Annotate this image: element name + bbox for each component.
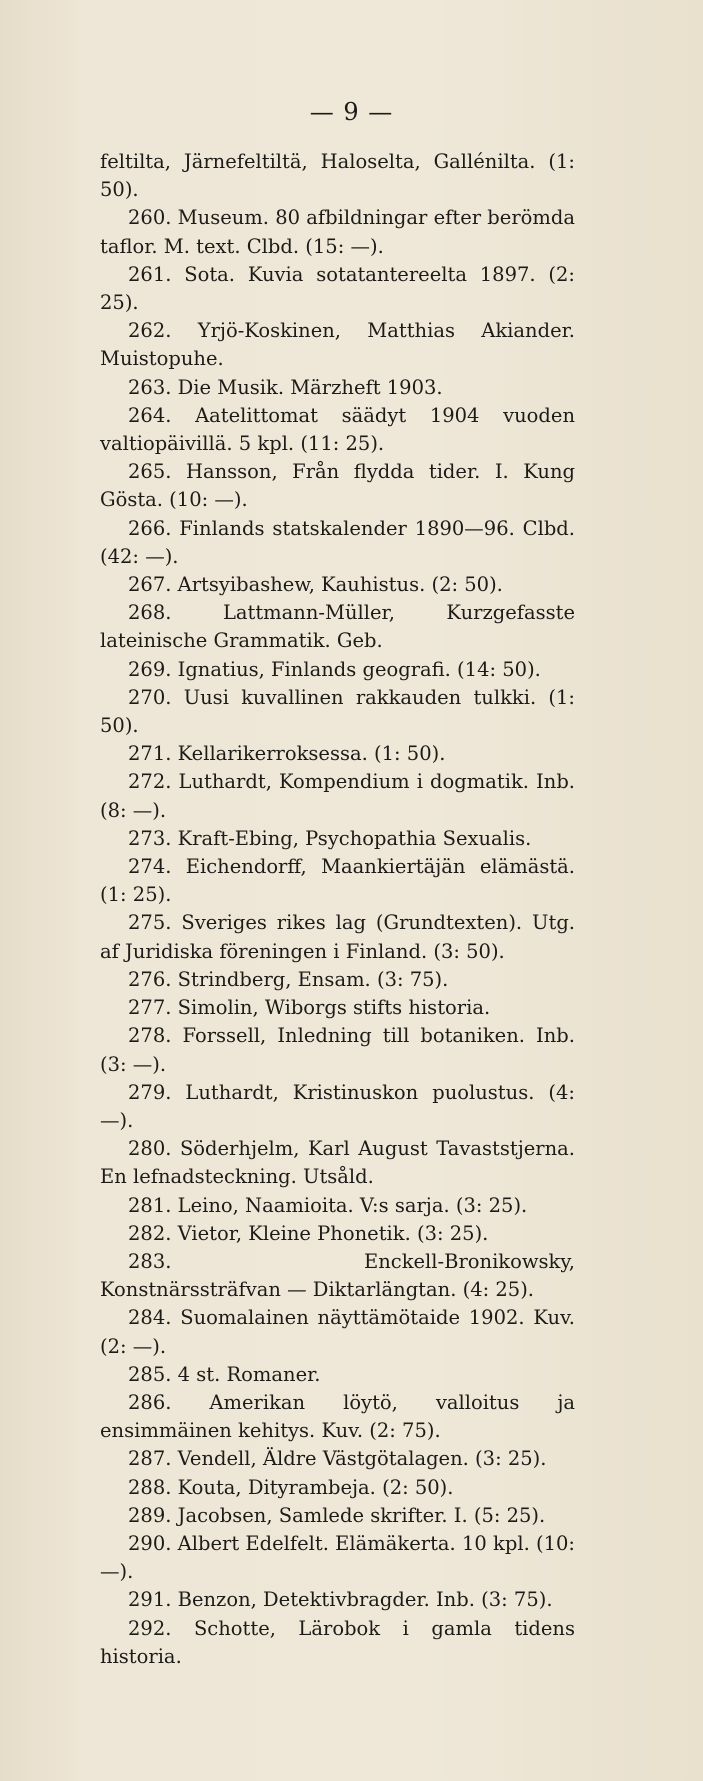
entry-number: 277. — [128, 996, 172, 1020]
catalog-entry — [100, 1445, 575, 1473]
catalog-entry — [100, 909, 575, 965]
entry-text: Yrjö-Koskinen, Matthias Akiander. Muistopuhe. — [100, 319, 575, 371]
entry-list — [100, 148, 575, 1671]
catalog-entry — [100, 402, 575, 458]
catalog-entry — [100, 317, 575, 373]
catalog-entry — [100, 1361, 575, 1389]
entry-text: Sota. Kuvia sotatantereelta 1897. (2: 25). — [100, 262, 575, 315]
entry-text: Simolin, Wiborgs stifts historia. — [177, 996, 491, 1020]
catalog-entry — [100, 1192, 575, 1220]
catalog-entry — [100, 768, 575, 824]
catalog-entry — [100, 1022, 575, 1078]
entry-number: 288. — [128, 1475, 172, 1499]
catalog-entry — [100, 374, 575, 402]
entry-text: Ignatius, Finlands geografi. (14: 50). — [177, 657, 541, 681]
entry-number: 285. — [128, 1362, 172, 1386]
entry-text: 4 st. Romaner. — [177, 1362, 321, 1386]
entry-number: 261. — [128, 262, 172, 286]
entry-number: 264. — [128, 403, 172, 427]
catalog-entry — [100, 825, 575, 853]
catalog-entry — [100, 599, 575, 655]
catalog-entry — [100, 458, 575, 514]
entry-text: Vendell, Äldre Västgötalagen. (3: 25). — [177, 1447, 547, 1471]
entry-number: 279. — [128, 1080, 172, 1104]
catalog-entry — [100, 204, 575, 260]
catalog-entry — [100, 571, 575, 599]
entry-text: Albert Edelfelt. Elämäkerta. 10 kpl. (10: —). — [100, 1531, 575, 1584]
entry-number: 292. — [128, 1616, 172, 1640]
catalog-entry — [100, 1304, 575, 1360]
catalog-entry — [100, 994, 575, 1022]
entry-text: Lattmann-Müller, Kurzgefasste lateinische Grammatik. Geb. — [100, 601, 575, 653]
entry-text: Vietor, Kleine Phonetik. (3: 25). — [177, 1221, 489, 1245]
entry-text: Söderhjelm, Karl August Tavaststjerna. En lefnadsteckning. Utsåld. — [100, 1137, 575, 1189]
entry-text: Schotte, Lärobok i gamla tidens historia. — [100, 1616, 575, 1668]
entry-number: 266. — [128, 516, 172, 540]
entry-text: Hansson, Från flydda tider. I. Kung Gösta. (10: —). — [100, 460, 575, 512]
entry-text: Uusi kuvallinen rakkauden tulkki. (1: 50). — [100, 685, 575, 738]
entry-number: 263. — [128, 375, 172, 399]
catalog-entry — [100, 1615, 575, 1671]
entry-text: Strindberg, Ensam. (3: 75). — [177, 967, 449, 991]
catalog-entry — [100, 966, 575, 994]
entry-number: 275. — [128, 911, 172, 935]
entry-text: Luthardt, Kristinuskon puolustus. (4: —). — [100, 1080, 575, 1132]
catalog-entry — [100, 740, 575, 768]
catalog-entry — [100, 1389, 575, 1445]
entry-number: 267. — [128, 573, 172, 597]
entry-text: Luthardt, Kompendium i dogmatik. Inb. (8: —). — [100, 770, 575, 822]
entry-number: 283. — [128, 1249, 172, 1273]
entry-number: 272. — [128, 770, 172, 794]
entry-text: feltilta, Järnefeltiltä, Haloselta, Gallénilta. (1: 50). — [100, 150, 575, 202]
catalog-entry — [100, 684, 575, 740]
entry-text: Amerikan löytö, valloitus ja ensimmäinen kehitys. Kuv. (2: 75). — [100, 1390, 576, 1443]
entry-text: Eichendorff, Maankiertäjän elämästä. (1: 25). — [100, 855, 576, 907]
entry-number: 265. — [128, 460, 172, 484]
entry-number: 271. — [128, 742, 172, 766]
catalog-entry — [100, 1586, 575, 1614]
entry-number: 290. — [128, 1531, 172, 1555]
catalog-entry — [100, 1530, 575, 1586]
entry-number: 281. — [128, 1193, 172, 1217]
entry-text: Kellarikerroksessa. (1: 50). — [177, 742, 446, 766]
catalog-entry — [100, 1220, 575, 1248]
catalog-entry — [100, 1248, 575, 1304]
entry-text: Kraft-Ebing, Psychopathia Sexualis. — [177, 826, 532, 850]
catalog-entry — [100, 1502, 575, 1530]
entry-number: 276. — [128, 967, 172, 991]
entry-number: 278. — [128, 1024, 172, 1048]
entry-text: Suomalainen näyttämötaide 1902. Kuv. (2: —). — [100, 1306, 575, 1358]
entry-number: 268. — [128, 601, 172, 625]
entry-number: 287. — [128, 1447, 172, 1471]
entry-text: Benzon, Detektivbragder. Inb. (3: 75). — [177, 1588, 553, 1612]
entry-number: 273. — [128, 826, 172, 850]
catalog-entry — [100, 1135, 575, 1191]
entry-number: 280. — [128, 1137, 172, 1161]
catalog-entry — [100, 853, 575, 909]
entry-number: 286. — [128, 1390, 172, 1414]
entry-text: Forssell, Inledning till botaniken. Inb. (3: —). — [100, 1024, 575, 1076]
entry-text: Leino, Naamioita. V:s sarja. (3: 25). — [177, 1193, 528, 1217]
entry-text: Museum. 80 afbildningar efter berömda taflor. M. text. Clbd. (15: —). — [100, 206, 575, 258]
entry-text: Artsyibashew, Kauhistus. (2: 50). — [177, 573, 503, 597]
entry-text: Kouta, Dityrambeja. (2: 50). — [177, 1475, 454, 1499]
catalog-entry — [100, 1474, 575, 1502]
catalog-entry — [100, 656, 575, 684]
entry-number: 284. — [128, 1306, 172, 1330]
entry-number: 270. — [128, 685, 172, 709]
entry-text: Finlands statskalender 1890—96. Clbd. (42: —). — [100, 516, 575, 568]
catalog-entry — [100, 261, 575, 317]
catalog-entry — [100, 1079, 575, 1135]
entry-text: Jacobsen, Samlede skrifter. I. (5: 25). — [177, 1503, 546, 1527]
entry-number: 274. — [128, 855, 172, 879]
entry-number: 291. — [128, 1588, 172, 1612]
entry-text: Die Musik. Märzheft 1903. — [177, 375, 443, 399]
catalog-entry — [100, 148, 575, 204]
catalog-entry — [100, 515, 575, 571]
entry-text: Aatelittomat säädyt 1904 vuoden valtiopäivillä. 5 kpl. (11: 25). — [100, 403, 575, 456]
entry-number: 262. — [128, 319, 172, 343]
entry-text: Sveriges rikes lag (Grundtexten). Utg. af Juridiska föreningen i Finland. (3: 50). — [100, 911, 575, 963]
entry-number: 260. — [128, 206, 172, 230]
entry-number: 289. — [128, 1503, 172, 1527]
entry-number: 269. — [128, 657, 172, 681]
entry-text: Enckell-Bronikowsky, Konstnärssträfvan — Diktarlängtan. (4: 25). — [100, 1249, 575, 1302]
page-number: — 9 — — [309, 98, 394, 126]
entry-number: 282. — [128, 1221, 172, 1245]
